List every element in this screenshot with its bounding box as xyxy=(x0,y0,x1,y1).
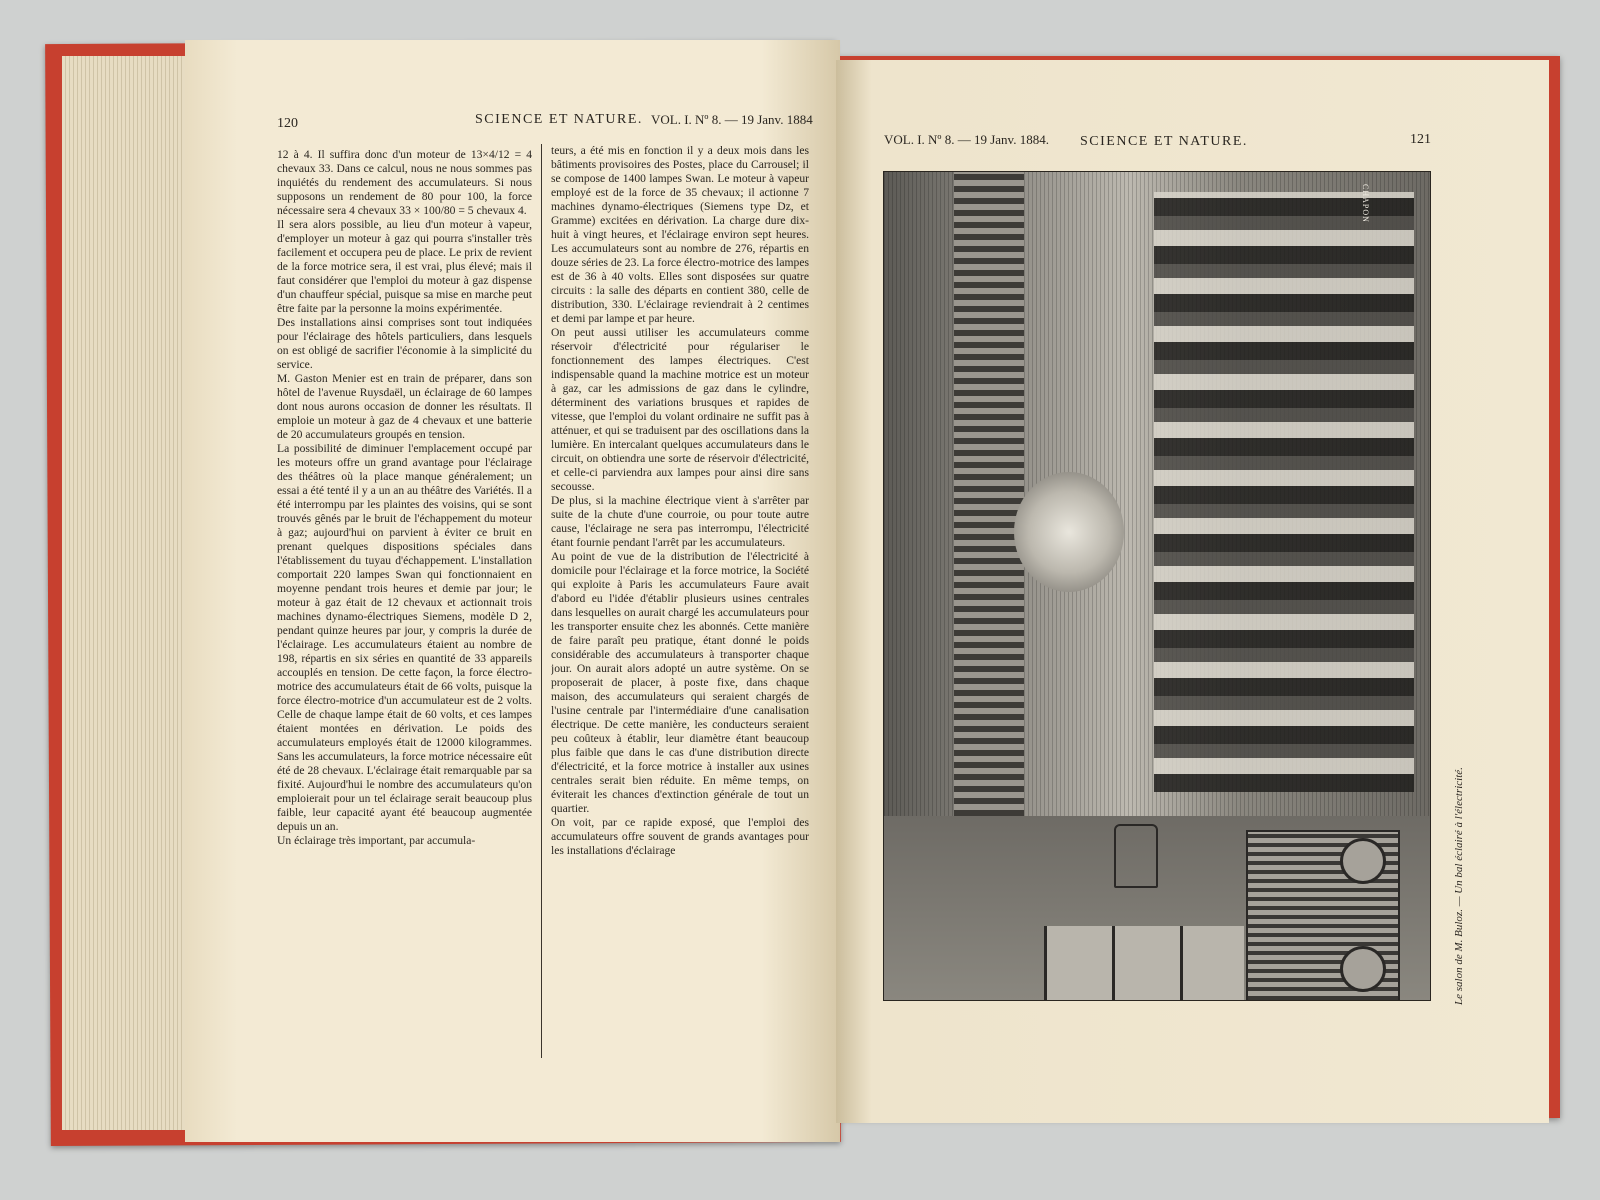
street-lamp xyxy=(1114,824,1158,888)
building-windows xyxy=(1044,926,1244,1000)
ornamental-wall xyxy=(954,172,1024,816)
text-column-2: teurs, a été mis en fonction il y a deux mois dans les bâtiments provisoires des Postes, place du Carrousel; il se compose de 1400 lampes Swan. Le moteur à vapeur employé est de la force de 35 chevaux; il actionne 7 machines dynamo-électriques (Siemens type Dz, et Gramme) excitées en dérivation. La charge dure dix-huit à vingt heures, et l'éclairage environ sept heures. Les accumulateurs sont au nombre de 276, répartis en douze séries de 23. La force électro-motrice des lampes est de 36 à 40 volts. Elles sont disposées sur quatre circuits : la salle des départs en contient 380, celle de distribution, 330. L'éclairage reviendrait à 2 centimes et demi par lampe et par heure. On peut aussi utiliser les accumulateurs comme réservoir d'électricité pour régulariser le fonctionnement des lampes électriques. C'est indispensable quand la machine motrice est un moteur à gaz, car les admissions de gaz dans le cylindre, déterminent des variations brusques et rapides de vitesse, que l'emploi du volant ordinaire ne suffit pas à atténuer, et qui se traduisent par des oscillations dans la lumière. En intercalant quelques accumulateurs dans le circuit, on obtiendra une sorte de réservoir d'électricité, et celle-ci parviendra aux lampes pour ainsi dire sans secousse. De plus, si la machine électrique vient à s'arrêter par suite de la chute d'une courroie, ou pour toute autre cause, l'éclairage ne sera pas interrompu, l'électricité étant fournie pendant l'arrêt par les accumulateurs. Au point de vue de la distribution de l'électricité à domicile pour l'éclairage et la force motrice, la Société qui exploite à Paris les accumulateurs Faure avait d'abord eu l'idée d'établir plusieurs usines centrales dans lesquelles on aurait chargé les accumulateurs pour les transporter ensuite chez les abonnés. Cette manière de faire paraît peu pratique, étant donné le poids considérable des accumulateurs à transporter chaque jour. On aurait alors adopté un autre système. On se proposerait de placer, à poste fixe, dans chaque maison, des accumulateurs qui seraient chargés de l'usine centrale par l'intermédiaire d'une canalisation électrique. De cette manière, les conducteurs seraient peu coûteux à établir, leur diamètre étant beaucoup plus faible que dans le cas d'une distribution directe d'électricité, et la force motrice à installer aux usines centrales serait bien réduite. En même temps, on éviterait les chances d'extinction générale de tout un quartier. On voit, par ce rapide exposé, que l'emploi des accumulateurs offre souvent de grands avantages pour les installations d'éclairage xyxy=(551,144,809,857)
right-page xyxy=(836,60,1549,1123)
cart-wheel-bottom xyxy=(1340,946,1386,992)
engraver-signature: CHAPON xyxy=(1361,184,1370,223)
street-vignette xyxy=(884,816,1430,1000)
page-number-left: 120 xyxy=(277,116,298,131)
page-number-right: 121 xyxy=(1410,132,1431,147)
issue-info-left: VOL. I. Nº 8. — 19 Janv. 1884 xyxy=(651,112,813,127)
issue-info-right: VOL. I. Nº 8. — 19 Janv. 1884. xyxy=(884,132,1049,147)
dancing-crowd xyxy=(1154,192,1414,792)
column-divider xyxy=(541,144,542,1058)
left-page xyxy=(185,40,840,1142)
ballroom-scene xyxy=(884,172,1430,816)
chandelier xyxy=(1014,472,1124,592)
running-title-right: SCIENCE ET NATURE. xyxy=(1080,134,1248,149)
text-column-1: 12 à 4. Il suffira donc d'un moteur de 13×4/12 = 4 chevaux 33. Dans ce calcul, nous ne nous sommes pas inquiétés du rendement des accumulateurs. Si nous supposons un rendement de 80 pour 100, la force nécessaire sera 4 chevaux 33 × 100/80 = 5 chevaux 4. Il sera alors possible, au lieu d'un moteur à vapeur, d'employer un moteur à gaz qui pourra s'installer très facilement et occupera peu de place. Le prix de revient de la force motrice sera, il est vrai, plus élevé; mais il faut considérer que l'emploi du moteur à gaz dispense d'un chauffeur spécial, puisque sa mise en marche peut être faite par la personne la moins expérimentée. Des installations ainsi comprises sont tout indiquées pour l'éclairage des hôtels particuliers, dans lesquels on est obligé de sacrifier l'économie à la simplicité du service. M. Gaston Menier est en train de préparer, dans son hôtel de l'avenue Ruysdaël, un éclairage de 60 lampes dont nous aurons occasion de donner les résultats. Il emploie un moteur à gaz de 4 chevaux et une batterie de 20 accumulateurs groupés en tension. La possibilité de diminuer l'emplacement occupé par les moteurs offre un grand avantage pour l'éclairage des théâtres où la place manque généralement; un essai a été tenté il y a un an au théâtre des Variétés. Il a été interrompu par les plaintes des voisins, qui se sont trouvés gênés par le bruit de l'échappement du moteur à gaz; aujourd'hui on parvient à éviter ce bruit en prenant quelques dispositions spéciales dans l'établissement du tuyau d'échappement. L'installation comportait 220 lampes Swan qui fonctionnaient en moyenne pendant trois heures et demie par jour; le moteur à gaz était de 12 chevaux et actionnait trois machines dynamo-électriques Siemens, modèle D 2, pendant quinze heures par jour, y compris la durée de l'éclairage. Les accumulateurs étaient au nombre de 198, répartis en six séries en quantité de 33 appareils accouplés en tension. De cette façon, la force électro-motrice des accumulateurs était de 66 volts, puisque la force électro-motrice d'un accumulateur est de 2 volts. Celle de chaque lampe était de 60 volts, et ces lampes étaient montées en dérivation. Le poids des accumulateurs employés était de 12000 kilogrammes. Sans les accumulateurs, la force motrice nécessaire eût été de 28 chevaux. L'éclairage était remarquable par sa fixité. Aujourd'hui le nombre des accumulateurs qu'on emploierait pour un tel éclairage serait beaucoup plus faible, leur capacité ayant été beaucoup augmentée depuis un an. Un éclairage très important, par accumula- xyxy=(277,148,532,847)
ballroom-engraving xyxy=(883,171,1431,1001)
figure-caption: Le salon de M. Buloz. — Un bal éclairé à l'électricité. xyxy=(1453,767,1465,1005)
running-title-left: SCIENCE ET NATURE. xyxy=(475,112,643,127)
cart-wheel-top xyxy=(1340,838,1386,884)
page-edges xyxy=(62,56,192,1130)
